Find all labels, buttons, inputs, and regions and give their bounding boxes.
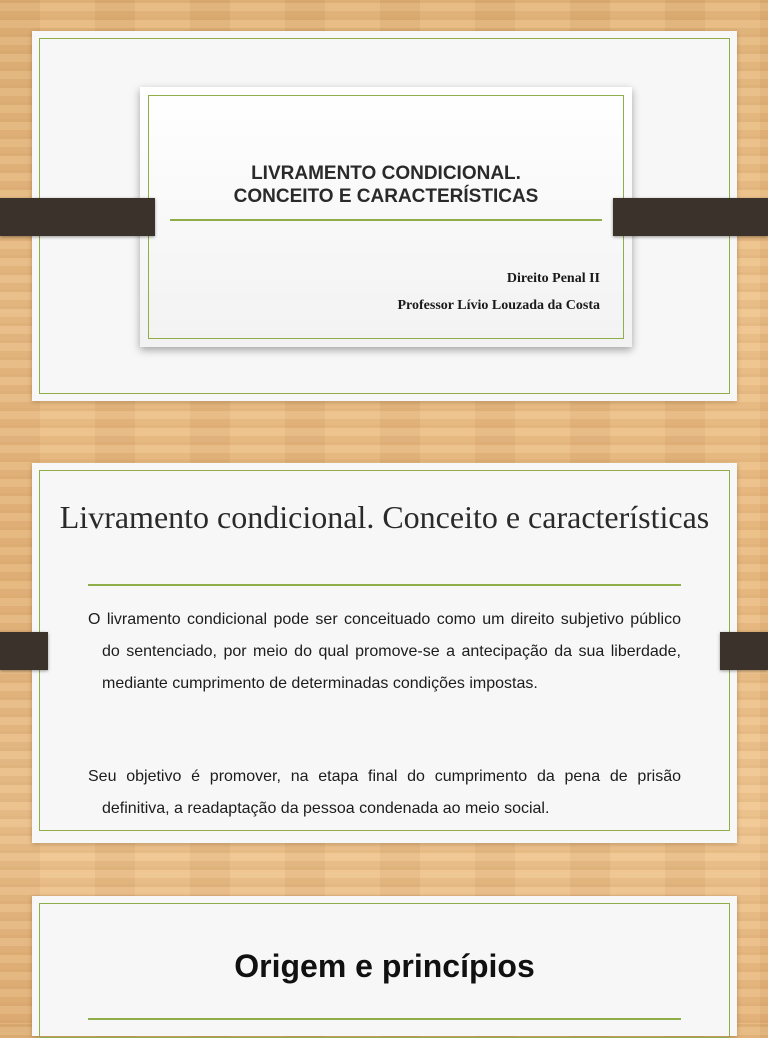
tape-left-2 [0, 632, 48, 670]
title-card [140, 87, 632, 347]
slide-1-title [160, 162, 612, 208]
slide-2-divider [88, 584, 681, 586]
professor-name: Professor Lívio Louzada da Costa [397, 298, 600, 313]
slide-3-title: Origem e princípios [234, 948, 535, 984]
tape-left-1 [0, 198, 155, 236]
slide-3-divider [88, 1018, 681, 1020]
paragraph-definition: O livramento condicional pode ser conceituado como um direito subjetivo público do sentenciado, por meio do qual promove-se a antecipação da sua liberdade, mediante cumprimento de determinadas condições impostas. [88, 611, 681, 692]
slide-1-title-line-1: LIVRAMENTO CONDICIONAL. [251, 163, 521, 184]
paragraph-objective: Seu objetivo é promover, na etapa final do cumprimento da pena de prisão definitiva, a readaptação da pessoa condenada ao meio social. [88, 768, 681, 817]
slide-3 [32, 896, 737, 1036]
course-name: Direito Penal II [506, 271, 600, 286]
slide-1-divider [170, 219, 602, 221]
slide-2-title: Livramento condicional. Conceito e características [59, 499, 710, 535]
tape-right-1 [613, 198, 768, 236]
tape-right-2 [720, 632, 768, 670]
slide-2 [32, 463, 737, 843]
slide-1-title-line-2: CONCEITO E CARACTERÍSTICAS [233, 186, 539, 207]
